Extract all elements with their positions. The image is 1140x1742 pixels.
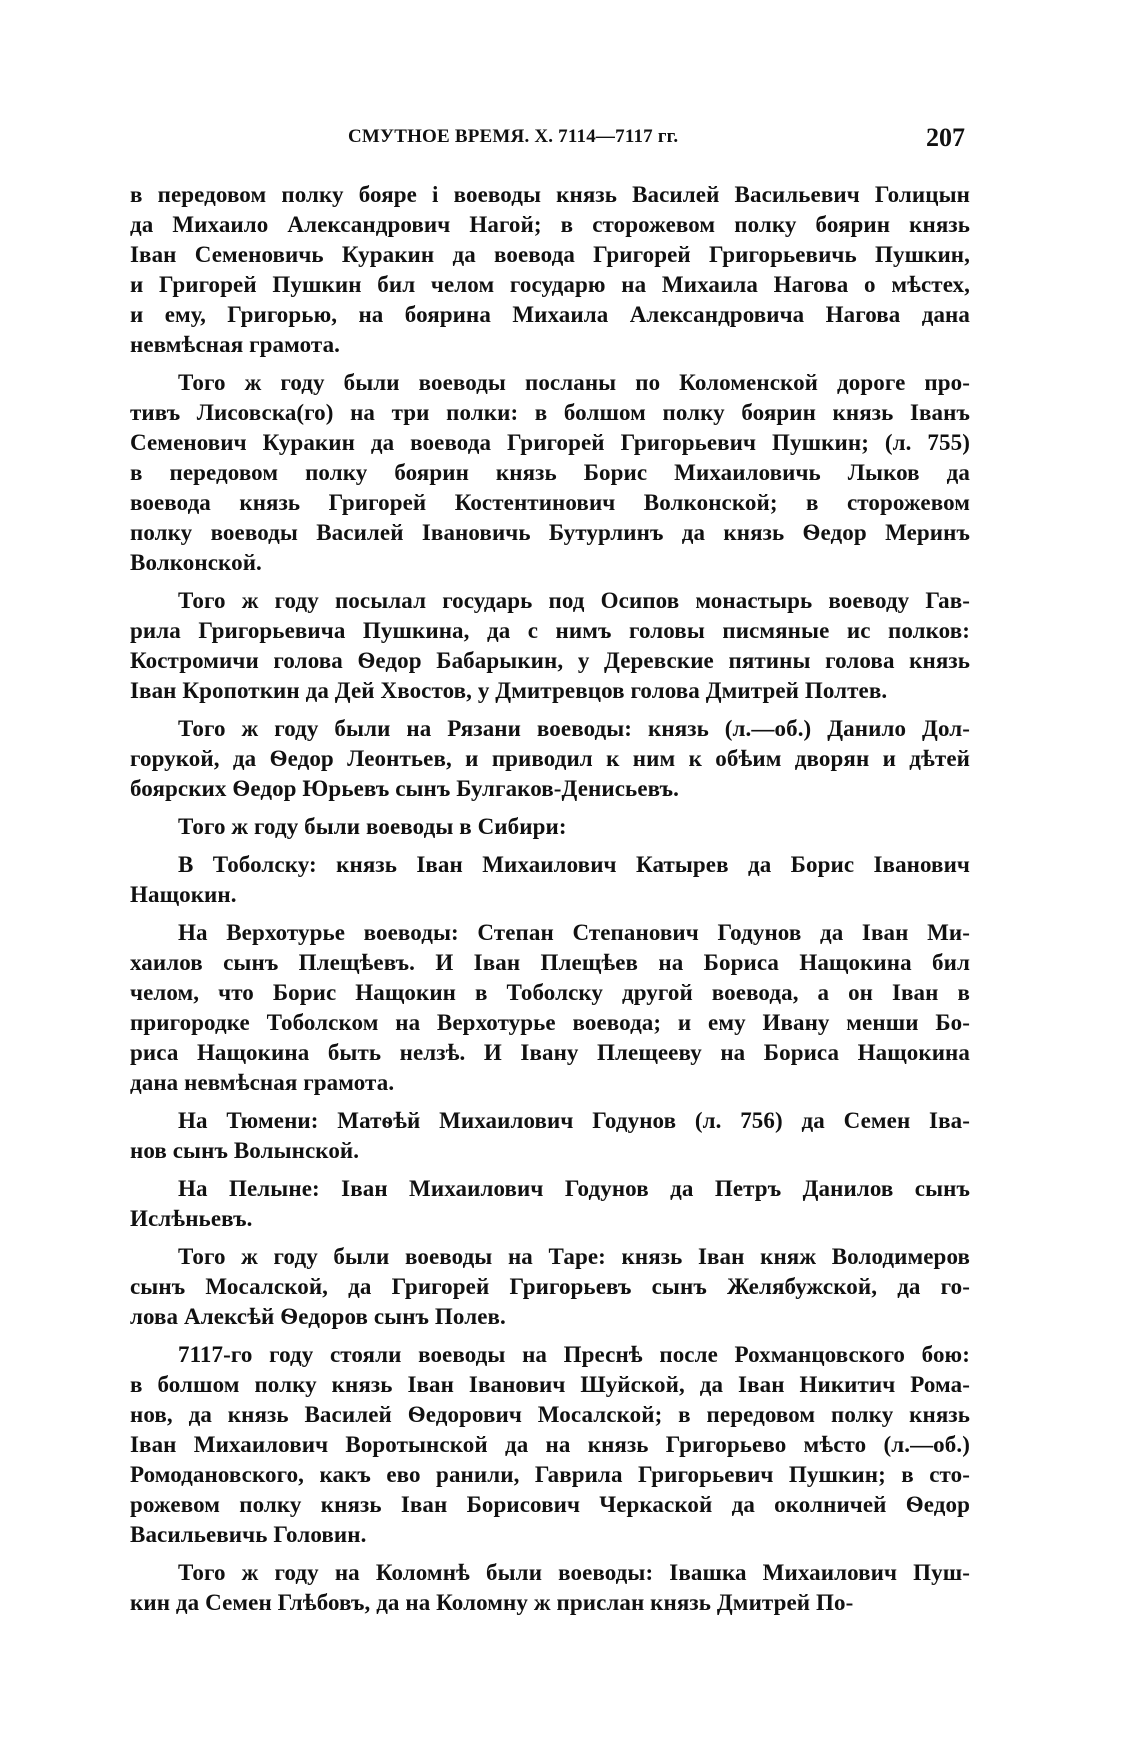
text-line: нов, да князь Василей Ѳедорович Мосалской; в передовом полку князь <box>130 1402 970 1427</box>
text-line: хаилов сынъ Плещѣевъ. И Іван Плещѣев на Бориса Нащокина бил <box>130 950 970 975</box>
text-line: На Пелыне: Іван Михаилович Годунов да Петръ Данилов сынъ <box>178 1176 970 1201</box>
text-line: воевода князь Григорей Костентинович Волконской; в сторожевом <box>130 490 970 515</box>
paragraph <box>130 918 970 1098</box>
paragraph <box>130 586 970 706</box>
paragraph <box>130 1242 970 1332</box>
paragraph <box>130 1106 970 1166</box>
text-line: да Михаило Александрович Нагой; в сторожевом полку боярин князь <box>130 212 970 237</box>
text-line: челом, что Борис Нащокин в Тоболску другой воевода, а он Іван в <box>130 980 970 1005</box>
text-line: Іван Михаилович Воротынской да на князь Григорьево мѣсто (л.—об.) <box>130 1432 970 1457</box>
paragraph <box>130 812 970 842</box>
text-line: дана невмѣсная грамота. <box>130 1070 395 1095</box>
text-line: тивъ Лисовска(го) на три полки: в болшом полку боярин князь Іванъ <box>130 400 970 425</box>
text-line: и ему, Григорью, на боярина Михаила Александровича Нагова дана <box>130 302 970 327</box>
text-line: сынъ Мосалской, да Григорей Григорьевъ сынъ Желябужской, да го- <box>130 1274 970 1299</box>
text-line: Того ж году посылал государь под Осипов монастырь воеводу Гав- <box>178 588 970 613</box>
text-line: Ромодановского, какъ ево ранили, Гаврила Григорьевич Пушкин; в сто- <box>130 1462 970 1487</box>
text-line: боярских Ѳедор Юрьевъ сынъ Булгаков-Денисьевъ. <box>130 776 679 801</box>
running-header <box>130 123 970 158</box>
text-line: в передовом полку боярин князь Борис Михаиловичь Лыков да <box>130 460 970 485</box>
text-line: рила Григорьевича Пушкина, да с нимъ головы писмяные ис полков: <box>130 618 970 643</box>
text-line: Іван Кропоткин да Дей Хвостов, у Дмитревцов голова Дмитрей Полтев. <box>130 678 888 703</box>
page-number: 207 <box>926 123 965 152</box>
text-line: 7117-го году стояли воеводы на Преснѣ после Рохманцовского бою: <box>178 1342 970 1367</box>
text-line: кин да Семен Глѣбовъ, да на Коломну ж прислан князь Дмитрей По- <box>130 1590 854 1615</box>
text-line: Того ж году были воеводы на Таре: князь Іван княж Володимеров <box>178 1244 970 1269</box>
text-line: невмѣсная грамота. <box>130 332 341 357</box>
text-line: Волконской. <box>130 550 262 575</box>
text-line: Того ж году были воеводы в Сибири: <box>178 814 567 839</box>
text-line: Семенович Куракин да воевода Григорей Григорьевич Пушкин; (л. 755) <box>130 430 970 455</box>
text-line: Костромичи голова Ѳедор Бабарыкин, у Деревские пятины голова князь <box>130 648 970 673</box>
text-line: На Тюмени: Матѳѣй Михаилович Годунов (л. 756) да Семен Іва- <box>178 1108 970 1133</box>
text-line: Нащокин. <box>130 882 237 907</box>
paragraph <box>130 714 970 804</box>
text-line: и Григорей Пушкин бил челом государю на Михаила Нагова о мѣстех, <box>130 272 970 297</box>
text-line: Ислѣньевъ. <box>130 1206 253 1231</box>
text-line: На Верхотурье воеводы: Степан Степанович Годунов да Іван Ми- <box>178 920 970 945</box>
text-line: полку воеводы Василей Івановичь Бутурлинъ да князь Ѳедор Меринъ <box>130 520 970 545</box>
text-line: в болшом полку князь Іван Іванович Шуйской, да Іван Никитич Рома- <box>130 1372 970 1397</box>
text-line: Іван Семеновичь Куракин да воевода Григорей Григорьевичь Пушкин, <box>130 242 970 267</box>
paragraph <box>130 180 970 360</box>
paragraph <box>130 1558 970 1618</box>
paragraph <box>130 368 970 578</box>
text-line: Того ж году были воеводы посланы по Коломенской дороге про- <box>178 370 970 395</box>
text-line: Того ж году были на Рязани воеводы: князь (л.—об.) Данило Дол- <box>178 716 970 741</box>
text-line: нов сынъ Волынской. <box>130 1138 360 1163</box>
running-title: СМУТНОЕ ВРЕМЯ. X. 7114—7117 гг. <box>348 126 679 147</box>
paragraph <box>130 1174 970 1234</box>
text-line: лова Алексѣй Ѳедоров сынъ Полев. <box>130 1304 506 1329</box>
text-line: горукой, да Ѳедор Леонтьев, и приводил к ним к обѣим дворян и дѣтей <box>130 746 970 771</box>
text-line: В Тоболску: князь Іван Михаилович Катырев да Борис Іванович <box>178 852 970 877</box>
text-line: Васильевичь Головин. <box>130 1522 367 1547</box>
body-text <box>130 180 970 1626</box>
text-line: в передовом полку бояре і воеводы князь Василей Васильевич Голицын <box>130 182 970 207</box>
text-line: пригородке Тоболском на Верхотурье воевода; и ему Ивану менши Бо- <box>130 1010 970 1035</box>
paragraph <box>130 850 970 910</box>
text-line: рожевом полку князь Іван Борисович Черкаской да околничей Ѳедор <box>130 1492 970 1517</box>
text-line: риса Нащокина быть нелзѣ. И Івану Плещееву на Бориса Нащокина <box>130 1040 970 1065</box>
text-line: Того ж году на Коломнѣ были воеводы: Івашка Михаилович Пуш- <box>178 1560 970 1585</box>
paragraph <box>130 1340 970 1550</box>
